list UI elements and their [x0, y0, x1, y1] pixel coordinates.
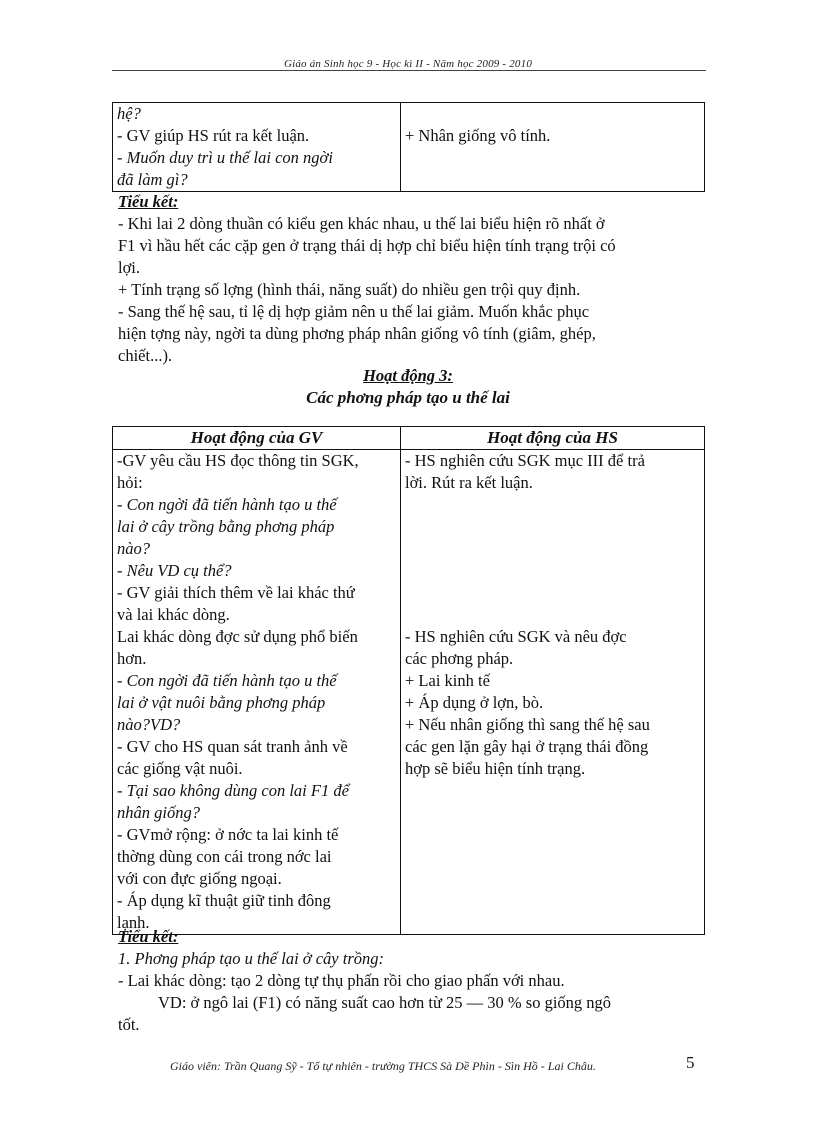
table-activity-2-end [112, 102, 705, 192]
summary-2 [118, 926, 700, 1036]
cell-line [405, 538, 700, 560]
summary-line: F1 vì hầu hết các cặp gen ở trạng thái dị hợp chỉ biểu hiện tính trạng trội có [118, 236, 616, 255]
cell-line: các giống vật nuôi. [117, 759, 243, 778]
summary-line: + Tính trạng số lợng (hình thái, năng suất) do nhiều gen trội quy định. [118, 280, 581, 299]
cell-line [405, 560, 700, 582]
cell-line: đã làm gì? [117, 170, 188, 189]
page-header: Giáo án Sinh học 9 - Học kì II - Năm học 2009 - 2010 [283, 58, 533, 70]
activity-heading [112, 365, 704, 409]
page-number: 5 [686, 1053, 695, 1072]
cell-line: - Áp dụng kĩ thuật giữ tinh đông [117, 891, 331, 910]
cell-line: với con đực giống ngoại. [117, 869, 282, 888]
gv-cell [113, 450, 401, 935]
cell-line: - HS nghiên cứu SGK và nêu đợc [405, 627, 627, 646]
cell-line: - GV cho HS quan sát tranh ảnh về [117, 737, 348, 756]
cell-line: và lai khác dòng. [117, 605, 230, 624]
summary-line: VD: ở ngô lai (F1) có năng suất cao hơn từ 25 — 30 % so giống ngô [158, 993, 612, 1012]
summary-line: chiết...). [118, 346, 173, 365]
cell-line: thờng dùng con cái trong nớc lai [117, 847, 332, 866]
activity-title: Các phơng pháp tạo u thế lai [306, 388, 510, 407]
cell-line [405, 582, 700, 604]
cell-line: các gen lặn gây hại ở trạng thái đồng [405, 737, 649, 756]
cell-line: Lai khác dòng đợc sử dụng phổ biến [117, 627, 358, 646]
header-rule [112, 70, 706, 71]
cell-line: - Nêu VD cụ thể? [117, 561, 232, 580]
cell-line: nào?VD? [117, 715, 181, 734]
cell-line [405, 103, 700, 125]
cell-line: - GV giải thích thêm về lai khác thứ [117, 583, 355, 602]
cell-line: nhân giống? [117, 803, 200, 822]
table-row [113, 450, 705, 935]
cell-line: - HS nghiên cứu SGK mục III để trả [405, 451, 645, 470]
summary-line: lợi. [118, 258, 141, 277]
cell-line [405, 494, 700, 516]
cell-line: + Áp dụng ở lợn, bò. [405, 693, 544, 712]
hs-cell [401, 103, 705, 192]
cell-line: - GVmở rộng: ở nớc ta lai kinh tế [117, 825, 339, 844]
cell-line: + Nhân giống vô tính. [405, 126, 551, 145]
cell-line: - Muốn duy trì u thế lai con ngời [117, 148, 333, 167]
summary-line: - Sang thế hệ sau, tỉ lệ dị hợp giảm nên u thế lai giảm. Muốn khắc phục [118, 302, 590, 321]
cell-line: hệ? [117, 104, 141, 123]
page-footer: Giáo viên: Trần Quang Sỹ - Tổ tự nhiên - trường THCS Sà Dề Phìn - Sìn Hồ - Lai Châu. [170, 1059, 596, 1073]
cell-line: lạnh. [117, 913, 150, 932]
column-header-gv: Hoạt động của GV [113, 427, 401, 450]
table-header-row [113, 427, 705, 450]
cell-line: -GV yêu cầu HS đọc thông tin SGK, [117, 451, 359, 470]
cell-line: - Con ngời đã tiến hành tạo u thế [117, 495, 337, 514]
summary-line: - Khi lai 2 dòng thuần có kiểu gen khác nhau, u thế lai biểu hiện rõ nhất ở [118, 214, 605, 233]
cell-line: + Lai kinh tế [405, 671, 490, 690]
activity-label: Hoạt động 3: [363, 366, 453, 385]
cell-line: - Con ngời đã tiến hành tạo u thế [117, 671, 337, 690]
cell-line: lai ở vật nuôi bằng phơng pháp [117, 693, 326, 712]
summary-line: - Lai khác dòng: tạo 2 dòng tự thụ phấn rồi cho giao phấn với nhau. [118, 971, 565, 990]
cell-line: hơn. [117, 649, 147, 668]
cell-line: hỏi: [117, 473, 143, 492]
summary-label: Tiểu kết: [118, 927, 179, 946]
cell-line: các phơng pháp. [405, 649, 514, 668]
table-row [113, 103, 705, 192]
column-header-hs: Hoạt động của HS [401, 427, 705, 450]
cell-line: lai ở cây trồng bằng phơng pháp [117, 517, 335, 536]
table-activity-3 [112, 426, 705, 935]
summary-lines [118, 213, 700, 367]
cell-line: nào? [117, 539, 150, 558]
cell-line: hợp sẽ biểu hiện tính trạng. [405, 759, 586, 778]
summary-line: hiện tợng này, ngời ta dùng phơng pháp nhân giống vô tính (giâm, ghép, [118, 324, 596, 343]
cell-line [405, 516, 700, 538]
summary-label: Tiểu kết: [118, 192, 179, 211]
summary-1 [118, 191, 700, 367]
hs-cell [401, 450, 705, 935]
section-heading: 1. Phơng pháp tạo u thế lai ở cây trồng: [118, 949, 384, 968]
cell-line: + Nếu nhân giống thì sang thế hệ sau [405, 715, 650, 734]
cell-line: lời. Rút ra kết luận. [405, 473, 533, 492]
cell-line: - GV giúp HS rút ra kết luận. [117, 126, 310, 145]
cell-line: - Tại sao không dùng con lai F1 để [117, 781, 349, 800]
summary-line: tốt. [118, 1015, 140, 1034]
gv-cell [113, 103, 401, 192]
cell-line [405, 604, 700, 626]
